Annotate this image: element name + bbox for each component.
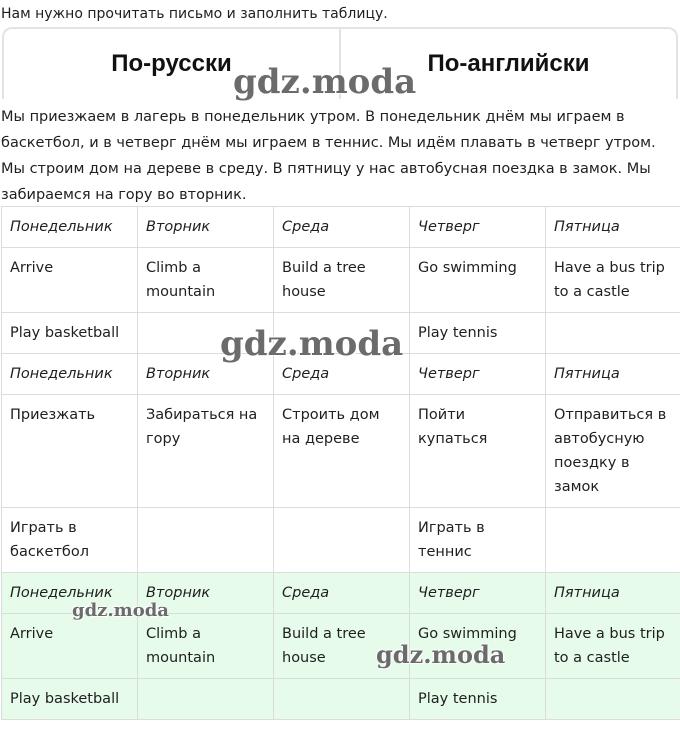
watermark: gdz.moda <box>233 62 417 102</box>
table-cell: Climb a mountain <box>138 248 274 313</box>
day-header: Четверг <box>410 354 546 395</box>
table-cell <box>274 313 410 354</box>
table-cell: Приезжать <box>2 395 138 508</box>
table-cell <box>138 508 274 573</box>
day-header: Понедельник <box>2 573 138 614</box>
table-cell: Пойти купаться <box>410 395 546 508</box>
table-cell <box>546 679 680 720</box>
day-header: Понедельник <box>2 354 138 395</box>
table-row <box>2 354 680 395</box>
day-header: Пятница <box>546 573 680 614</box>
table-cell <box>274 679 410 720</box>
table-row <box>2 614 680 679</box>
day-header: Среда <box>274 354 410 395</box>
table-row <box>2 207 680 248</box>
table-cell: Отправиться в автобусную поездку в замок <box>546 395 680 508</box>
table-row <box>2 248 680 313</box>
table-cell: Build a tree house <box>274 614 410 679</box>
day-header: Вторник <box>138 207 274 248</box>
table-cell: Arrive <box>2 248 138 313</box>
day-header: Пятница <box>546 207 680 248</box>
schedule-table <box>1 206 680 720</box>
table-row <box>2 395 680 508</box>
table-cell: Play tennis <box>410 679 546 720</box>
table-cell: Go swimming <box>410 614 546 679</box>
table-cell <box>138 313 274 354</box>
table-row <box>2 508 680 573</box>
english-tab[interactable]: По-английски <box>339 29 676 99</box>
table-cell: Play basketball <box>2 313 138 354</box>
intro-text: Нам нужно прочитать письмо и заполнить таблицу. <box>1 6 388 22</box>
table-cell: Have a bus trip to a castle <box>546 614 680 679</box>
table-cell <box>138 679 274 720</box>
table-cell: Play tennis <box>410 313 546 354</box>
day-header: Пятница <box>546 354 680 395</box>
table-row <box>2 679 680 720</box>
day-header: Среда <box>274 573 410 614</box>
table-cell: Забираться на гору <box>138 395 274 508</box>
table-cell: Arrive <box>2 614 138 679</box>
day-header: Четверг <box>410 573 546 614</box>
table-row <box>2 313 680 354</box>
table-cell <box>546 508 680 573</box>
day-header: Вторник <box>138 354 274 395</box>
table-cell: Играть в теннис <box>410 508 546 573</box>
table-cell: Climb a mountain <box>138 614 274 679</box>
watermark: gdz.moda <box>376 640 506 669</box>
day-header: Вторник <box>138 573 274 614</box>
watermark: gdz.moda <box>220 324 404 364</box>
table-cell: Build a tree house <box>274 248 410 313</box>
day-header: Понедельник <box>2 207 138 248</box>
day-header: Среда <box>274 207 410 248</box>
russian-tab[interactable]: По-русски <box>111 50 232 77</box>
table-row <box>2 573 680 614</box>
language-toggle <box>2 27 678 99</box>
table-cell <box>274 508 410 573</box>
day-header: Четверг <box>410 207 546 248</box>
table-cell: Играть в баскетбол <box>2 508 138 573</box>
table-cell: Have a bus trip to a castle <box>546 248 680 313</box>
letter-text: Мы приезжаем в лагерь в понедельник утром. В понедельник днём мы играем в баскетбол, и в четверг днём мы играем в теннис. Мы идём плавать в четверг утром. Мы строим дом на дереве в среду. В пятницу у нас автобусная поездка в замок. Мы забираемся на гору во вторник. <box>1 109 656 203</box>
table-cell <box>546 313 680 354</box>
table-cell: Строить дом на дереве <box>274 395 410 508</box>
watermark: gdz.moda <box>72 600 169 621</box>
table-cell: Go swimming <box>410 248 546 313</box>
table-cell: Play basketball <box>2 679 138 720</box>
